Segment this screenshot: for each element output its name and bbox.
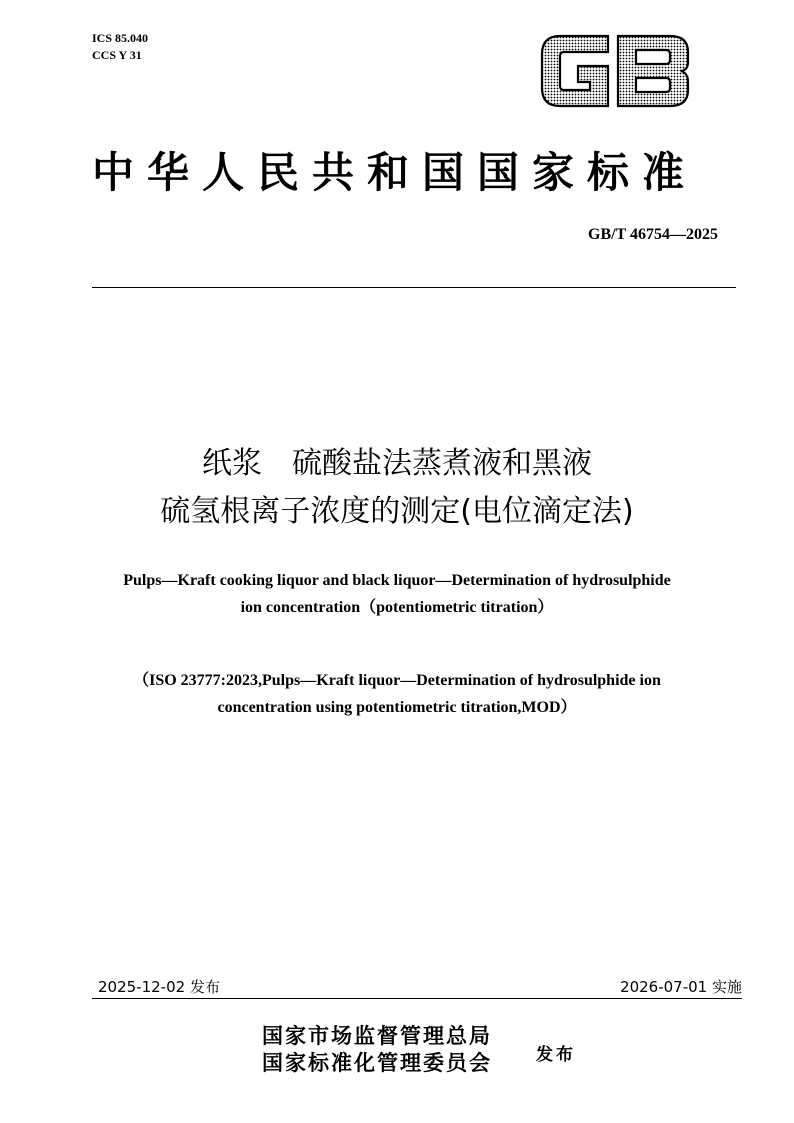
publish-action: 发布: [536, 1045, 576, 1065]
title-en-line2: ion concentration（potentiometric titration）: [240, 599, 554, 616]
logo-letter-b: [618, 36, 688, 106]
publisher-line1: 国家市场监督管理总局: [262, 1023, 492, 1048]
footer-divider: [92, 998, 742, 999]
ccs-code: CCS Y 31: [92, 48, 142, 62]
title-en-line1: Pulps—Kraft cooking liquor and black liquor—Determination of hydrosulphide: [123, 572, 671, 589]
publisher-line2: 国家标准化管理委员会: [262, 1050, 492, 1075]
title-cn-line2: 硫氢根离子浓度的测定(电位滴定法): [160, 494, 634, 529]
logo-letter-g: [542, 36, 608, 106]
implementation-date: 2026-07-01 实施: [620, 978, 742, 996]
publisher-names: [262, 1022, 492, 1076]
iso-reference-line1: （ISO 23777:2023,Pulps—Kraft liquor—Determination of hydrosulphide ion: [133, 672, 661, 689]
title-en: [60, 567, 734, 621]
iso-reference-line2: concentration using potentiometric titration,MOD）: [217, 699, 577, 716]
iso-reference: [60, 667, 734, 721]
title-cn-line1: 纸浆 硫酸盐法蒸煮液和黑液: [202, 446, 592, 481]
ics-code: ICS 85.040: [92, 31, 149, 45]
classification-codes: [92, 30, 148, 64]
standard-number: GB/T 46754—2025: [588, 226, 718, 243]
header-divider: [92, 287, 736, 288]
national-standard-heading: 中华人民共和国国家标准: [92, 148, 698, 197]
issue-date: 2025-12-02 发布: [98, 978, 220, 996]
gb-logo: [538, 30, 692, 112]
